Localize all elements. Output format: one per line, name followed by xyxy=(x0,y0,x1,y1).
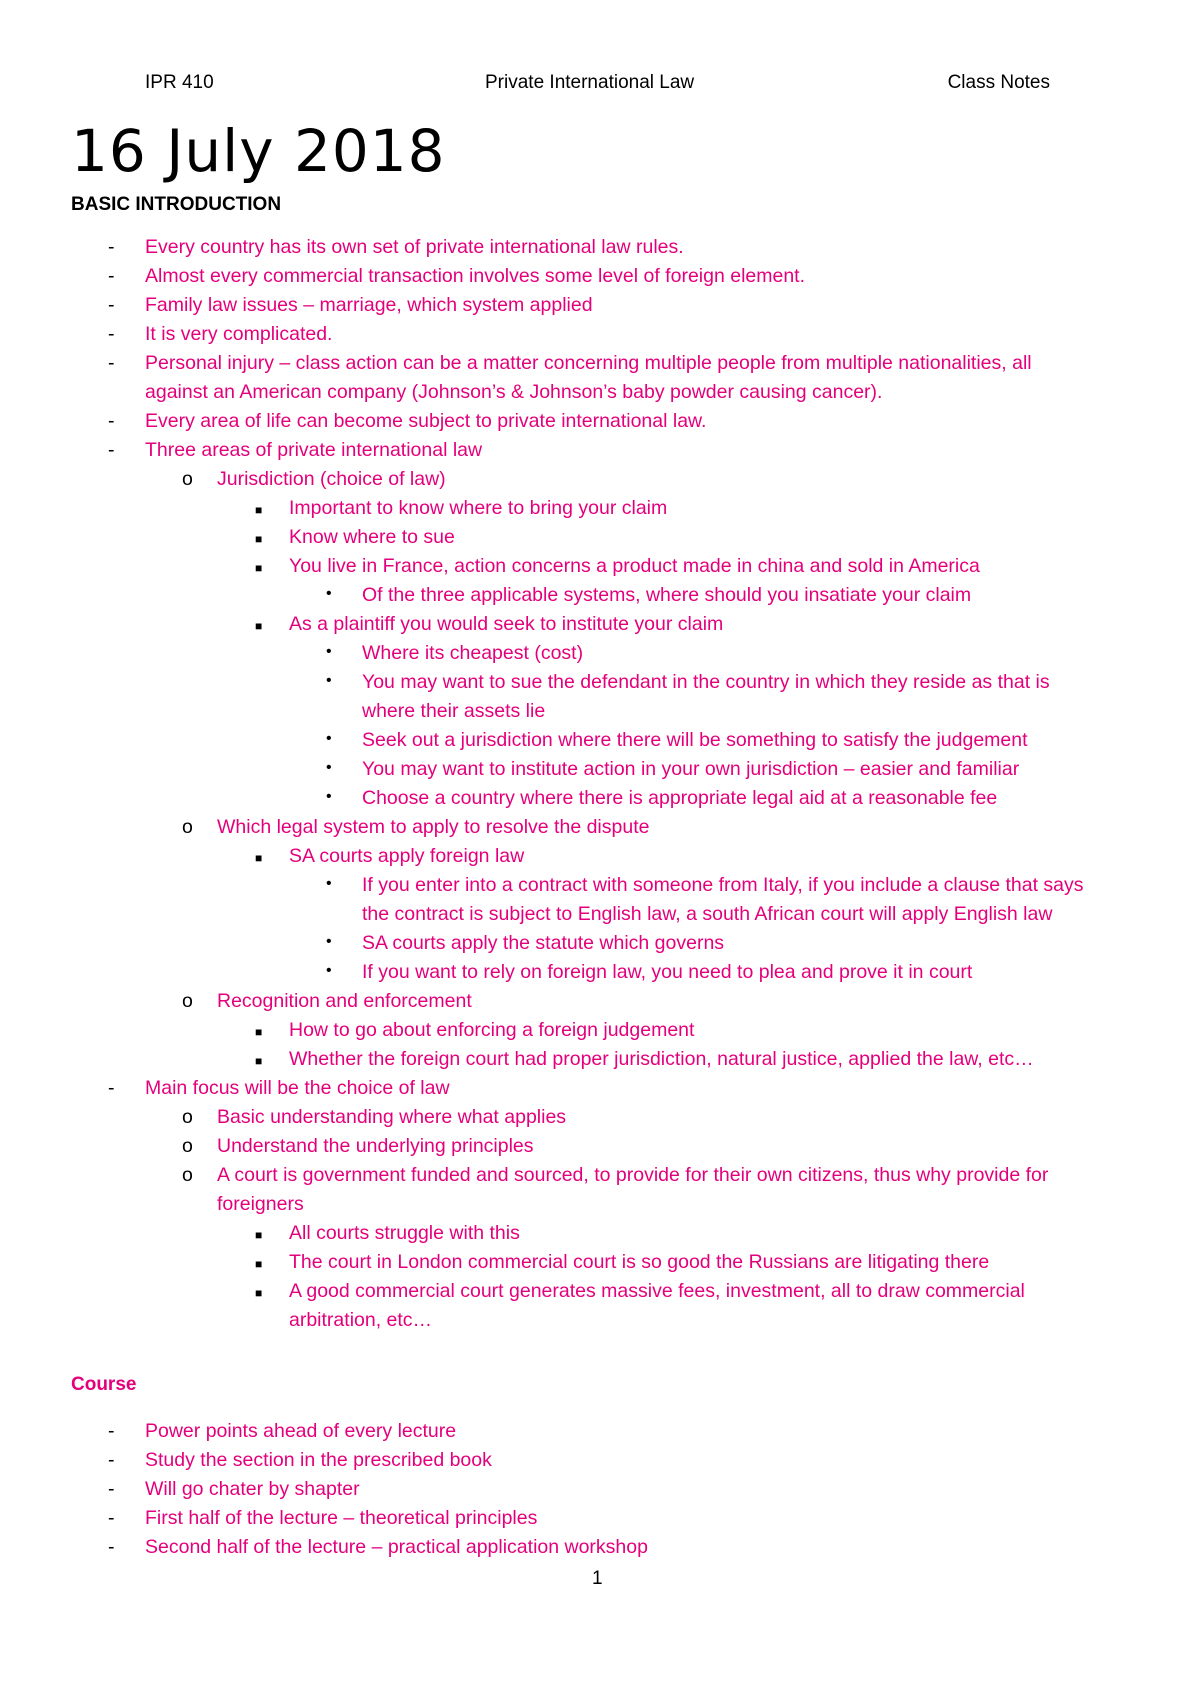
bullet-marker: • xyxy=(326,672,332,689)
list-item-text: The court in London commercial court is so good the Russians are litigating there xyxy=(289,1251,990,1273)
list-item-text: Will go chater by shapter xyxy=(145,1478,360,1500)
section-heading-course: Course xyxy=(71,1374,137,1395)
list-item-text: SA courts apply the statute which governs xyxy=(362,932,725,954)
list-item xyxy=(0,1418,1190,1447)
list-item xyxy=(0,727,1190,756)
bullet-marker: • xyxy=(326,585,332,602)
bullet-marker: ■ xyxy=(255,561,263,575)
bullet-marker: - xyxy=(108,265,115,287)
list-item-text: All courts struggle with this xyxy=(289,1222,520,1244)
bullet-marker: ■ xyxy=(255,1228,263,1242)
list-item xyxy=(0,1017,1190,1046)
bullet-marker: • xyxy=(326,759,332,776)
list-item xyxy=(0,495,1190,524)
list-item-text: Three areas of private international law xyxy=(145,439,483,461)
bullet-marker: ■ xyxy=(255,1257,263,1271)
list-item xyxy=(0,553,1190,582)
list-item xyxy=(0,1476,1190,1505)
list-item xyxy=(0,1447,1190,1476)
bullet-marker: • xyxy=(326,643,332,660)
bullet-marker: - xyxy=(108,323,115,345)
list-item-text: Every area of life can become subject to private international law. xyxy=(145,410,707,432)
list-item xyxy=(0,1307,1190,1336)
list-item xyxy=(0,466,1190,495)
list-item-text: Power points ahead of every lecture xyxy=(145,1420,457,1442)
bullet-marker: ■ xyxy=(255,1054,263,1068)
list-item xyxy=(0,1220,1190,1249)
bullet-marker: • xyxy=(326,875,332,892)
list-item-text: As a plaintiff you would seek to institute your claim xyxy=(289,613,724,635)
list-item xyxy=(0,640,1190,669)
list-item xyxy=(0,814,1190,843)
list-item-text: It is very complicated. xyxy=(145,323,333,345)
bullet-marker: • xyxy=(326,962,332,979)
list-item-text: foreigners xyxy=(217,1193,304,1215)
list-item-text: A good commercial court generates massive fees, investment, all to draw commercial xyxy=(289,1280,1025,1302)
list-item xyxy=(0,988,1190,1017)
list-item xyxy=(0,959,1190,988)
list-item xyxy=(0,263,1190,292)
bullet-marker: - xyxy=(108,439,115,461)
list-item-text: Basic understanding where what applies xyxy=(217,1106,567,1128)
bullet-marker: - xyxy=(108,294,115,316)
section-heading-basic-introduction: BASIC INTRODUCTION xyxy=(71,194,282,215)
list-item xyxy=(0,669,1190,698)
bullet-marker: o xyxy=(182,1135,193,1157)
course-list xyxy=(0,1418,1190,1563)
list-item xyxy=(0,1162,1190,1191)
list-item xyxy=(0,1249,1190,1278)
bullet-marker: • xyxy=(326,730,332,747)
list-item xyxy=(0,930,1190,959)
bullet-marker: o xyxy=(182,468,193,490)
list-item-text: Family law issues – marriage, which system applied xyxy=(145,294,593,316)
list-item-text: arbitration, etc… xyxy=(289,1309,433,1331)
list-item xyxy=(0,582,1190,611)
list-item-text: the contract is subject to English law, a south African court will apply English law xyxy=(362,903,1053,925)
bullet-marker: ■ xyxy=(255,1286,263,1300)
bullet-marker: ■ xyxy=(255,532,263,546)
list-item-text: Know where to sue xyxy=(289,526,455,548)
list-item-text: SA courts apply foreign law xyxy=(289,845,525,867)
bullet-marker: - xyxy=(108,1507,115,1529)
list-item-text: Important to know where to bring your claim xyxy=(289,497,668,519)
list-item-text: First half of the lecture – theoretical principles xyxy=(145,1507,538,1529)
bullet-marker: - xyxy=(108,352,115,374)
list-item xyxy=(0,901,1190,930)
list-item-text: where their assets lie xyxy=(362,700,546,722)
list-item-text: Seek out a jurisdiction where there will be something to satisfy the judgement xyxy=(362,729,1028,751)
bullet-marker: - xyxy=(108,1478,115,1500)
header-doc-type: Class Notes xyxy=(947,72,1050,93)
bullet-marker: ■ xyxy=(255,851,263,865)
list-item-text: You may want to institute action in your own jurisdiction – easier and familiar xyxy=(362,758,1020,780)
list-item xyxy=(0,1133,1190,1162)
list-item-text: If you want to rely on foreign law, you need to plea and prove it in court xyxy=(362,961,973,983)
header-course-title: Private International Law xyxy=(485,72,695,93)
page-number: 1 xyxy=(592,1568,603,1589)
bullet-marker: o xyxy=(182,990,193,1012)
bullet-marker: - xyxy=(108,1449,115,1471)
list-item xyxy=(0,379,1190,408)
list-item xyxy=(0,756,1190,785)
list-item xyxy=(0,1191,1190,1220)
list-item-text: Study the section in the prescribed book xyxy=(145,1449,492,1471)
page-header xyxy=(145,72,1050,100)
list-item-text: Personal injury – class action can be a matter concerning multiple people from multiple nationalities, all xyxy=(145,352,1032,374)
list-item-text: Of the three applicable systems, where should you insatiate your claim xyxy=(362,584,972,606)
bullet-marker: • xyxy=(326,933,332,950)
bullet-marker: o xyxy=(182,816,193,838)
bullet-marker: ■ xyxy=(255,503,263,517)
list-item-text: Recognition and enforcement xyxy=(217,990,472,1012)
list-item xyxy=(0,350,1190,379)
list-item xyxy=(0,611,1190,640)
list-item xyxy=(0,843,1190,872)
list-item-text: A court is government funded and sourced, to provide for their own citizens, thus why provide for xyxy=(217,1164,1049,1186)
list-item xyxy=(0,1278,1190,1307)
list-item-text: Understand the underlying principles xyxy=(217,1135,534,1157)
list-item xyxy=(0,437,1190,466)
bullet-marker: - xyxy=(108,236,115,258)
bullet-marker: ■ xyxy=(255,619,263,633)
list-item xyxy=(0,1505,1190,1534)
bullet-marker: o xyxy=(182,1164,193,1186)
list-item xyxy=(0,698,1190,727)
list-item-text: Second half of the lecture – practical application workshop xyxy=(145,1536,648,1558)
list-item-text: Whether the foreign court had proper jurisdiction, natural justice, applied the law, etc… xyxy=(289,1048,1034,1070)
list-item xyxy=(0,234,1190,263)
list-item xyxy=(0,321,1190,350)
list-item xyxy=(0,1534,1190,1563)
bullet-marker: - xyxy=(108,1536,115,1558)
list-item-text: Jurisdiction (choice of law) xyxy=(217,468,446,490)
list-item xyxy=(0,785,1190,814)
date-title: 16 July 2018 xyxy=(71,117,446,185)
list-item-text: Almost every commercial transaction involves some level of foreign element. xyxy=(145,265,806,287)
list-item xyxy=(0,524,1190,553)
bullet-marker: - xyxy=(108,410,115,432)
bullet-marker: ■ xyxy=(255,1025,263,1039)
list-item-text: Every country has its own set of private international law rules. xyxy=(145,236,684,258)
list-item xyxy=(0,1046,1190,1075)
list-item xyxy=(0,408,1190,437)
list-item xyxy=(0,1104,1190,1133)
bullet-marker: - xyxy=(108,1077,115,1099)
list-item-text: Main focus will be the choice of law xyxy=(145,1077,450,1099)
list-item xyxy=(0,872,1190,901)
list-item xyxy=(0,1075,1190,1104)
bullet-marker: • xyxy=(326,788,332,805)
bullet-marker: o xyxy=(182,1106,193,1128)
list-item-text: If you enter into a contract with someone from Italy, if you include a clause that says xyxy=(362,874,1084,896)
list-item-text: You may want to sue the defendant in the country in which they reside as that is xyxy=(362,671,1050,693)
list-item-text: Choose a country where there is appropriate legal aid at a reasonable fee xyxy=(362,787,998,809)
list-item-text: You live in France, action concerns a product made in china and sold in America xyxy=(289,555,980,577)
list-item-text: Which legal system to apply to resolve the dispute xyxy=(217,816,650,838)
list-item-text: against an American company (Johnson’s & Johnson’s baby powder causing cancer). xyxy=(145,381,883,403)
list-item-text: Where its cheapest (cost) xyxy=(362,642,584,664)
bullet-marker: - xyxy=(108,1420,115,1442)
list-item-text: How to go about enforcing a foreign judgement xyxy=(289,1019,695,1041)
basic-introduction-list xyxy=(0,234,1190,1336)
header-course-code: IPR 410 xyxy=(145,72,214,93)
list-item xyxy=(0,292,1190,321)
